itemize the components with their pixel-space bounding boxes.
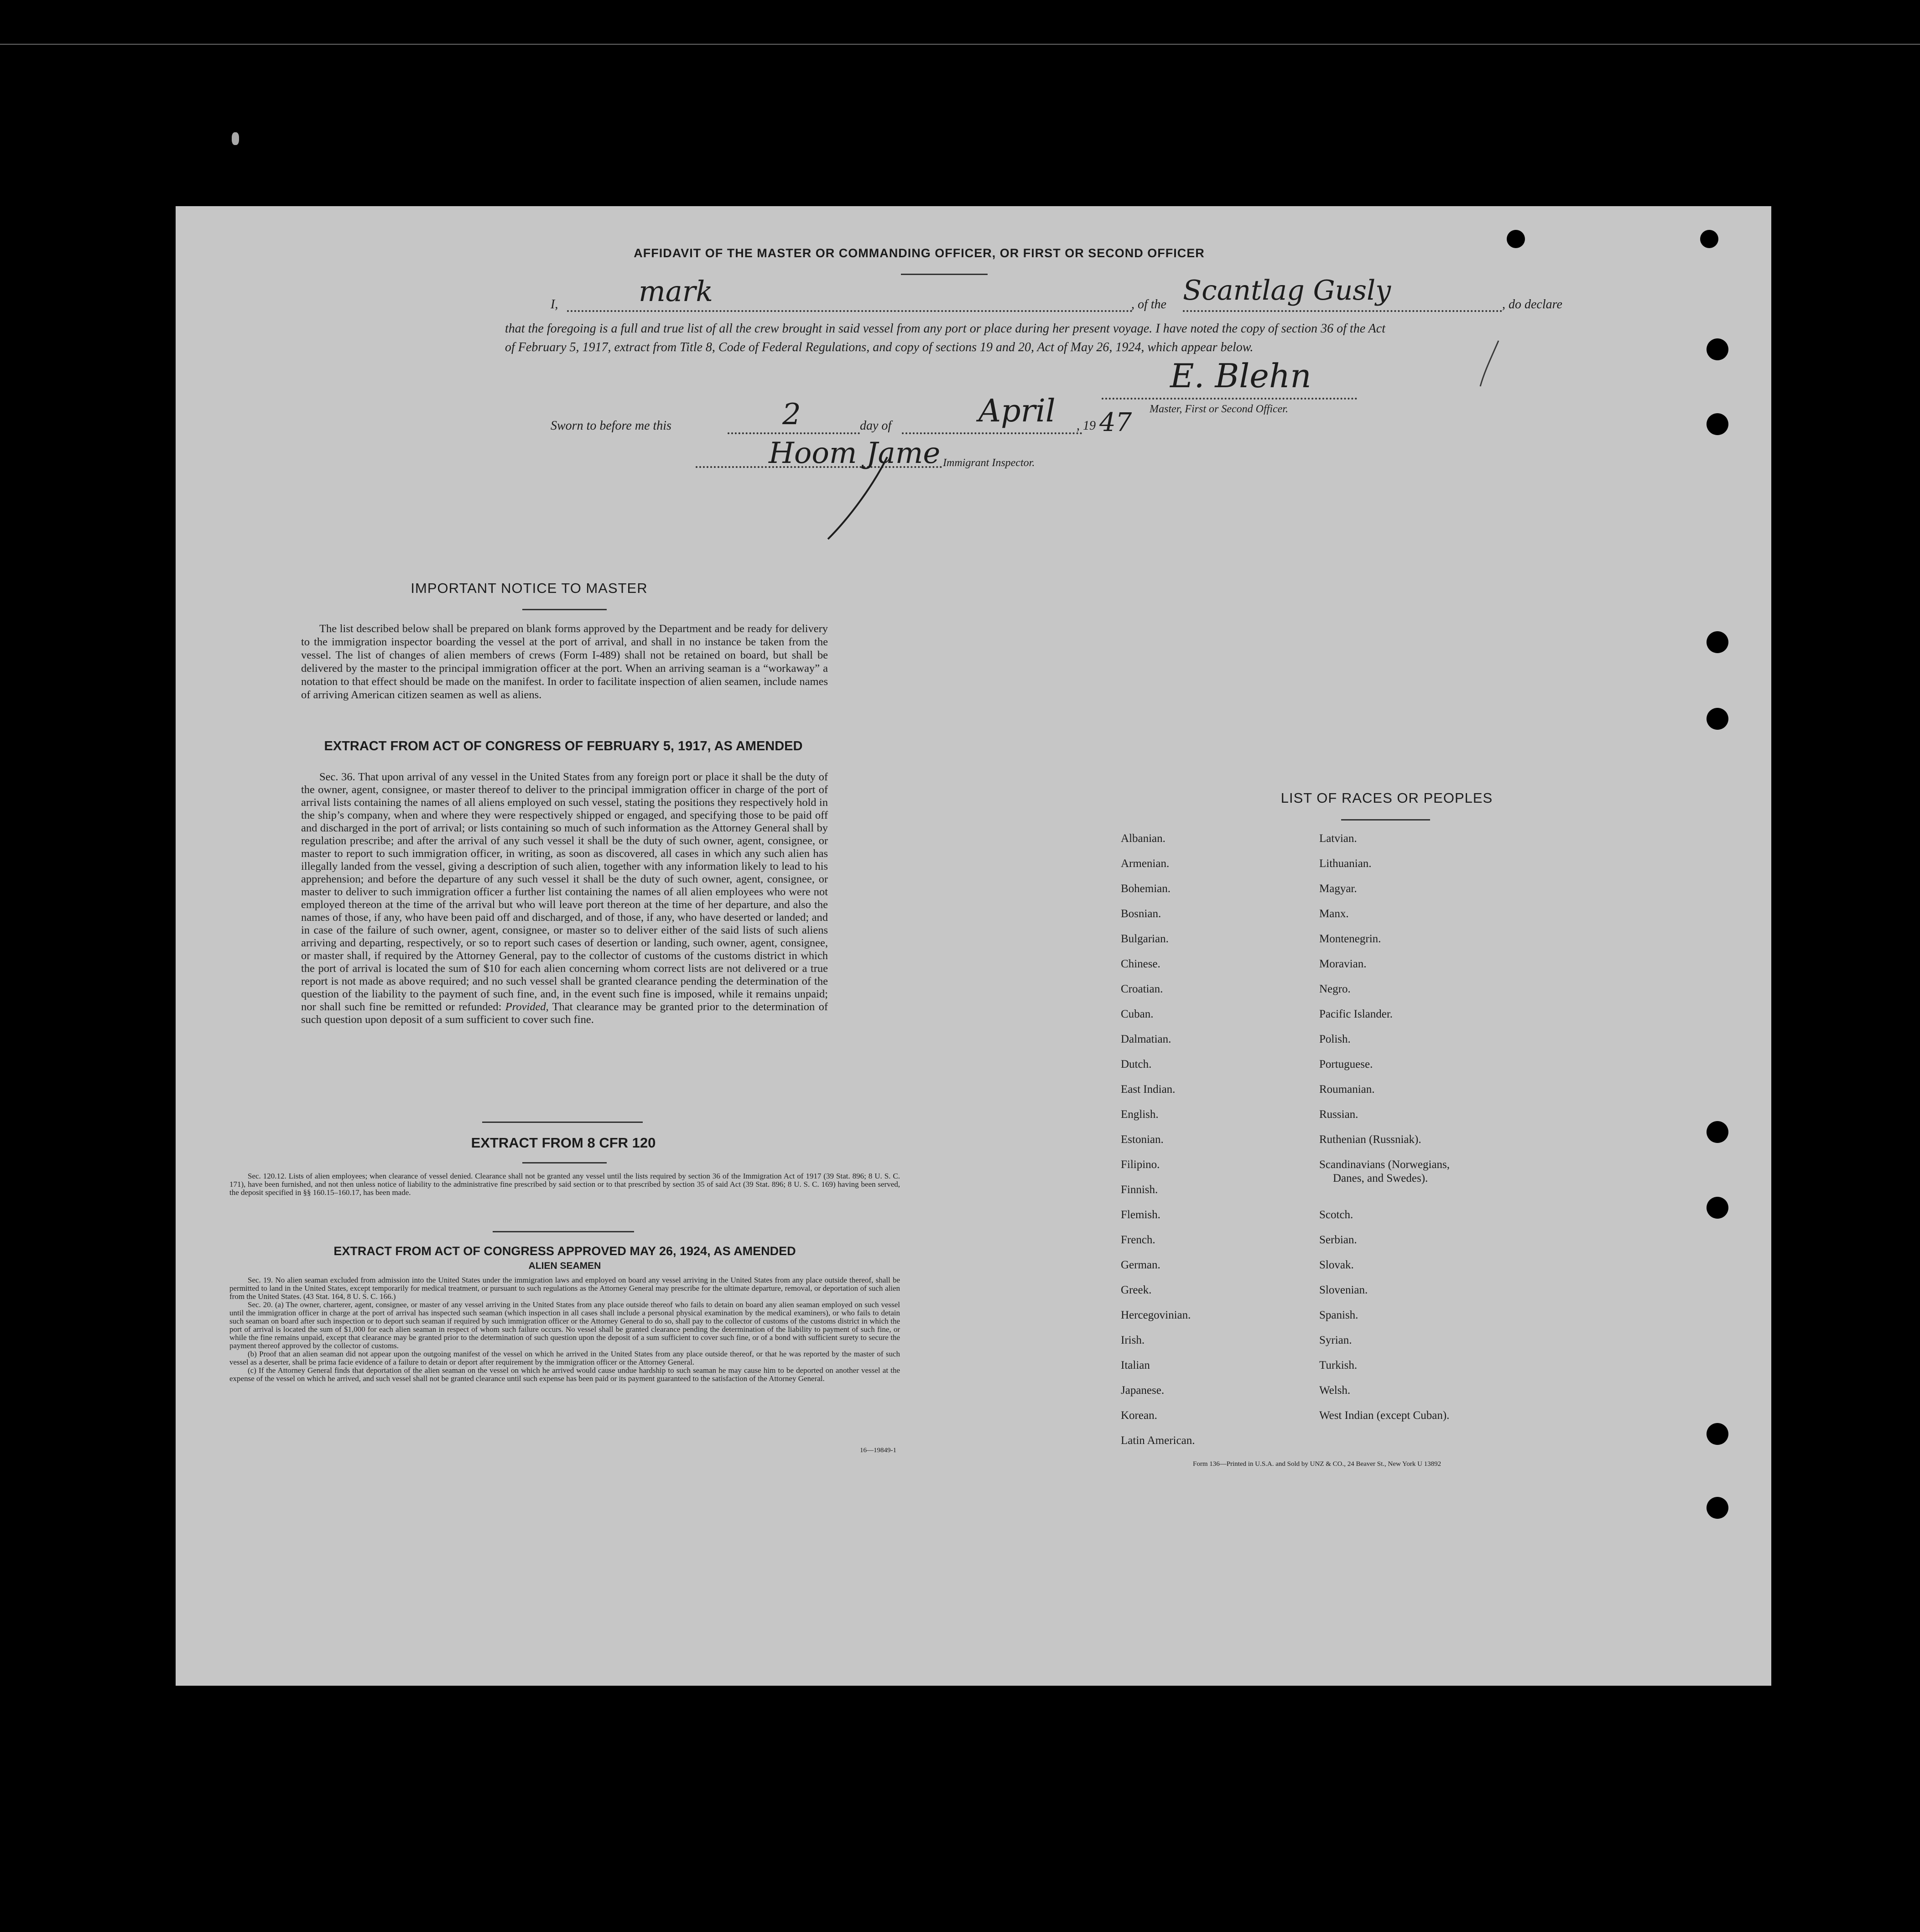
race-item: Croatian. — [1121, 983, 1163, 995]
extract-cfr-body: Sec. 120.12. Lists of alien employees; when clearance of vessel denied. Clearance shall not be granted any vessel until the lists required by section 36 of the Immigration Act of 1917 (39 Stat. 896; 8 U. S. C. 171), have been furnished, and not then unless notice of liability to the administrative fine prescribed by said section or to that prescribed by section 35 of said Act (39 Stat. 896; 8 U. S. C. 169) having been served, the deposit specified in §§ 160.15–160.17, has been made. — [229, 1172, 900, 1197]
binder-hole — [1700, 230, 1718, 248]
race-item: Latvian. — [1319, 832, 1357, 845]
race-item: Syrian. — [1319, 1334, 1352, 1346]
race-item: West Indian (except Cuban). — [1319, 1409, 1450, 1422]
master-label: Master, First or Second Officer. — [1150, 403, 1288, 415]
sworn-text: Sworn to before me this — [551, 419, 671, 433]
race-item: German. — [1121, 1259, 1160, 1271]
inspector-label: Immigrant Inspector. — [943, 457, 1035, 469]
race-item: Montenegrin. — [1319, 933, 1381, 945]
race-item: Filipino. — [1121, 1158, 1160, 1171]
signature-flourish — [823, 452, 892, 544]
extract-1924-top-rule — [493, 1231, 634, 1232]
sec-20c-paragraph: (c) If the Attorney General finds that deportation of the alien seaman on the vessel on which he arrived would cause undue hardship to such seaman he may cause him to be deported on another vessel at the expense of the vessel on which he arrived, and such vessel shall not be granted clearance until such expense has been paid or its payment guaranteed to the satisfaction of the Attorney General. — [229, 1366, 900, 1383]
race-item: Dalmatian. — [1121, 1033, 1171, 1045]
races-left-column — [1121, 832, 1312, 1459]
race-item: Russian. — [1319, 1108, 1358, 1121]
race-item: Turkish. — [1319, 1359, 1358, 1371]
sec-20a-paragraph: Sec. 20. (a) The owner, charterer, agent, consignee, or master of any vessel arriving in the United States from any place outside thereof who fails to detain on board any alien seaman employed on such vessel until the immigration officer in charge at the port of arrival has inspected such seaman (which inspection in all cases shall include a personal physical examination by the medical examiners), or who fails to detain such seaman on board after such inspection or to deport such seaman if required by such immigration officer or the Attorney General to do so, shall pay to the collector of customs of the customs district in which the port of arrival is located the sum of $1,000 for each alien seaman in respect of whom such failure occurs. No vessel shall be granted clearance pending the determination of the liability to payment of such fine, or while the fine remains unpaid, except that clearance may be granted prior to the determination of such question upon the deposit of a sum sufficient to cover such fine, or of a bond with sufficient surety to secure the payment thereof approved by the collector of customs. — [229, 1300, 900, 1350]
extract-1917-body — [301, 771, 828, 1026]
affidavit-do-declare: , do declare — [1502, 297, 1562, 312]
race-item: Irish. — [1121, 1334, 1145, 1346]
race-item: Negro. — [1319, 983, 1351, 995]
inspector-signature: Hoom Jame — [769, 436, 941, 470]
race-item: Slovak. — [1319, 1259, 1354, 1271]
race-item: Korean. — [1121, 1409, 1157, 1422]
race-item: Welsh. — [1319, 1384, 1351, 1397]
extract-1917-title: EXTRACT FROM ACT OF CONGRESS OF FEBRUARY 5, 1917, AS AMENDED — [324, 739, 803, 753]
scan-top-line — [0, 44, 1920, 45]
race-item: Spanish. — [1319, 1309, 1358, 1321]
name-dotted-line — [567, 310, 1133, 312]
race-item: Scotch. — [1319, 1209, 1353, 1221]
handwritten-year: 47 — [1099, 408, 1132, 437]
notice-body: The list described below shall be prepared on blank forms approved by the Department and be ready for delivery to the immigration inspector boarding the vessel at the port of arrival, and shall in no instance be taken from the vessel. The list of changes of alien members of crews (Form I-489) shall not be retained on board, but shall be delivered by the master to the principal immigration officer at the port. When an arriving seaman is a “workaway” a notation to that effect should be made on the manifest. In order to facilitate inspection of alien seamen, include names of arriving American citizen seamen as well as aliens. — [301, 623, 828, 701]
race-item: Italian — [1121, 1359, 1150, 1371]
race-item: Pacific Islander. — [1319, 1008, 1393, 1020]
race-item: Ruthenian (Russniak). — [1319, 1133, 1421, 1146]
race-item: Bulgarian. — [1121, 933, 1169, 945]
affidavit-of-the: , of the — [1131, 297, 1166, 312]
sec-19-paragraph: Sec. 19. No alien seaman excluded from admission into the United States under the immigration laws and employed on board any vessel arriving in the United States from any place outside thereof, shall be permitted to land in the United States, except temporarily for medical treatment, or pursuant to such regulations as the Attorney General may prescribe for the ultimate departure, removal, or deportation of such alien from the United States. (43 Stat. 164, 8 U. S. C. 166.) — [229, 1276, 900, 1301]
race-item: Estonian. — [1121, 1133, 1164, 1146]
race-item: Serbian. — [1319, 1234, 1357, 1246]
race-item: Armenian. — [1121, 857, 1170, 870]
race-item: Roumanian. — [1319, 1083, 1375, 1096]
affidavit-i: I, — [551, 297, 558, 312]
races-title: LIST OF RACES OR PEOPLES — [1280, 790, 1493, 806]
race-item: Manx. — [1319, 908, 1349, 920]
race-item: East Indian. — [1121, 1083, 1176, 1096]
handwritten-day: 2 — [782, 398, 801, 431]
extract-cfr-rule — [522, 1162, 607, 1163]
race-item: Japanese. — [1121, 1384, 1165, 1397]
sec-36-text: That upon arrival of any vessel in the United States from any foreign port or place it shall be the duty of the owner, agent, consignee, or master thereof to deliver to the principal immigration officer in charge of the port of arrival lists containing the names of all aliens employed on such vessel, stating the positions they respectively hold in the ship’s company, when and where they were respectively shipped or engaged, and specifying those to be paid off and discharged in the port of arrival; or lists containing so much of such information as the Attorney General shall by regulation prescribe; and after the arrival of any such vessel it shall be the duty of such owner, agent, consignee, or master to report to such immigration officer, in writing, as soon as discovered, all cases in which any such alien has illegally landed from the vessel, giving a description of such alien, together with any information likely to lead to his apprehension; and before the departure of any such vessel it shall be the duty of such owner, agent, consignee, or master to deliver to such immigration officer a further list containing the names of all alien employees who were not employed thereon at the time of the arrival but who will leave port thereon at the time of her departure, and also the names of those, if any, who have been paid off and discharged, and of those, if any, who have deserted or landed; and in case of the failure of such owner, agent, consignee, or master so to deliver either of the said lists of such aliens arriving and departing, respectively, or so to report such cases of desertion or landing, such owner, agent, consignee, or master shall, if required by the Attorney General, pay to the collector of customs of the customs district in which the port of arrival is located the sum of $10 for each alien concerning whom correct lists are not delivered or a true report is not made as above required; and no such vessel shall be granted clearance pending the determination of the question of the liability to the payment of such fine, and, in the event such fine is imposed, while it remains unpaid; nor shall such fine be remitted or refunded: — [301, 771, 828, 1013]
binder-hole — [1707, 338, 1728, 360]
notice-title: IMPORTANT NOTICE TO MASTER — [411, 580, 648, 596]
race-item: Chinese. — [1121, 958, 1160, 970]
handwritten-name: mark — [639, 275, 713, 308]
races-right-column — [1319, 832, 1575, 1434]
vessel-dotted-line — [1183, 310, 1502, 312]
form-footer: Form 136—Printed in U.S.A. and Sold by UNZ & CO., 24 Beaver St., New York U 13892 — [1193, 1460, 1441, 1468]
extract-1924-body — [229, 1276, 900, 1383]
extract-cfr-title: EXTRACT FROM 8 CFR 120 — [471, 1135, 656, 1151]
binder-hole — [1507, 230, 1525, 248]
master-signature-line — [1102, 398, 1357, 400]
races-rule — [1341, 819, 1430, 821]
binder-hole — [1707, 1423, 1728, 1445]
binder-hole — [1707, 631, 1728, 653]
master-signature: E. Blehn — [1170, 357, 1311, 395]
race-item: Bosnian. — [1121, 908, 1161, 920]
sec-36-end: That clearance may be granted prior to the determination of such question upon deposit of a sum sufficient to cover such fine. — [301, 1001, 828, 1026]
binder-hole — [1707, 1121, 1728, 1143]
extract-1917-rule — [482, 1122, 643, 1123]
race-item: Moravian. — [1319, 958, 1367, 970]
affidavit-title: AFFIDAVIT OF THE MASTER OR COMMANDING OFFICER, OR FIRST OR SECOND OFFICER — [634, 246, 1205, 260]
race-item: English. — [1121, 1108, 1159, 1121]
day-of-text: day of — [860, 419, 892, 433]
sec-20b-paragraph: (b) Proof that an alien seaman did not appear upon the outgoing manifest of the vessel on which he arrived in the United States from any place outside thereof, or that he was reported by the master of such vessel as a deserter, shall be prima facie evidence of a failure to detain or deport after requirement by the immigration officer or the Attorney General. — [229, 1350, 900, 1366]
race-item: French. — [1121, 1234, 1155, 1246]
year-prefix: , 19 — [1077, 419, 1096, 433]
race-item: Danes, and Swedes). — [1333, 1172, 1428, 1184]
title-rule — [901, 274, 988, 275]
race-item: Slovenian. — [1319, 1284, 1368, 1296]
month-dotted-line — [902, 432, 1082, 434]
race-item: Dutch. — [1121, 1058, 1152, 1070]
extract-1924-title: EXTRACT FROM ACT OF CONGRESS APPROVED MAY 26, 1924, AS AMENDED — [333, 1244, 796, 1258]
form-code: 16—19849-1 — [860, 1447, 896, 1454]
scan-speck — [232, 132, 239, 145]
affidavit-body: that the foregoing is a full and true list of all the crew brought in said vessel from any port or place during her present voyage. I have noted the copy of section 36 of the Act of February 5, 1917, extract from Title 8, Code of Federal Regulations, and copy of sections 19 and 20, Act of May 26, 1924, which appear below. — [505, 322, 1385, 354]
binder-hole — [1707, 1497, 1728, 1519]
handwritten-vessel: Scantlag Gusly — [1183, 275, 1391, 306]
race-item: Portuguese. — [1319, 1058, 1373, 1070]
race-item: Lithuanian. — [1319, 857, 1372, 870]
race-item: Latin American. — [1121, 1434, 1195, 1447]
binder-hole — [1707, 708, 1728, 730]
race-item: Scandinavians (Norwegians, — [1319, 1158, 1450, 1171]
race-item: Magyar. — [1319, 883, 1357, 895]
provided-word: Provided, — [505, 1001, 549, 1013]
race-item: Finnish. — [1121, 1184, 1158, 1196]
notice-rule — [522, 609, 607, 610]
race-item: Bohemian. — [1121, 883, 1171, 895]
day-dotted-line — [728, 432, 860, 434]
race-item: Greek. — [1121, 1284, 1152, 1296]
sec-36-label: Sec. 36. — [319, 771, 355, 783]
binder-hole — [1707, 413, 1728, 435]
race-item: Cuban. — [1121, 1008, 1154, 1020]
extract-1924-subtitle: ALIEN SEAMEN — [528, 1261, 601, 1271]
handwritten-month: April — [978, 393, 1056, 429]
pencil-mark — [1478, 338, 1501, 389]
race-item: Flemish. — [1121, 1209, 1160, 1221]
binder-hole — [1707, 1197, 1728, 1219]
race-item: Polish. — [1319, 1033, 1351, 1045]
document-page — [176, 206, 1771, 1686]
race-item: Albanian. — [1121, 832, 1166, 845]
race-item: Hercegovinian. — [1121, 1309, 1191, 1321]
